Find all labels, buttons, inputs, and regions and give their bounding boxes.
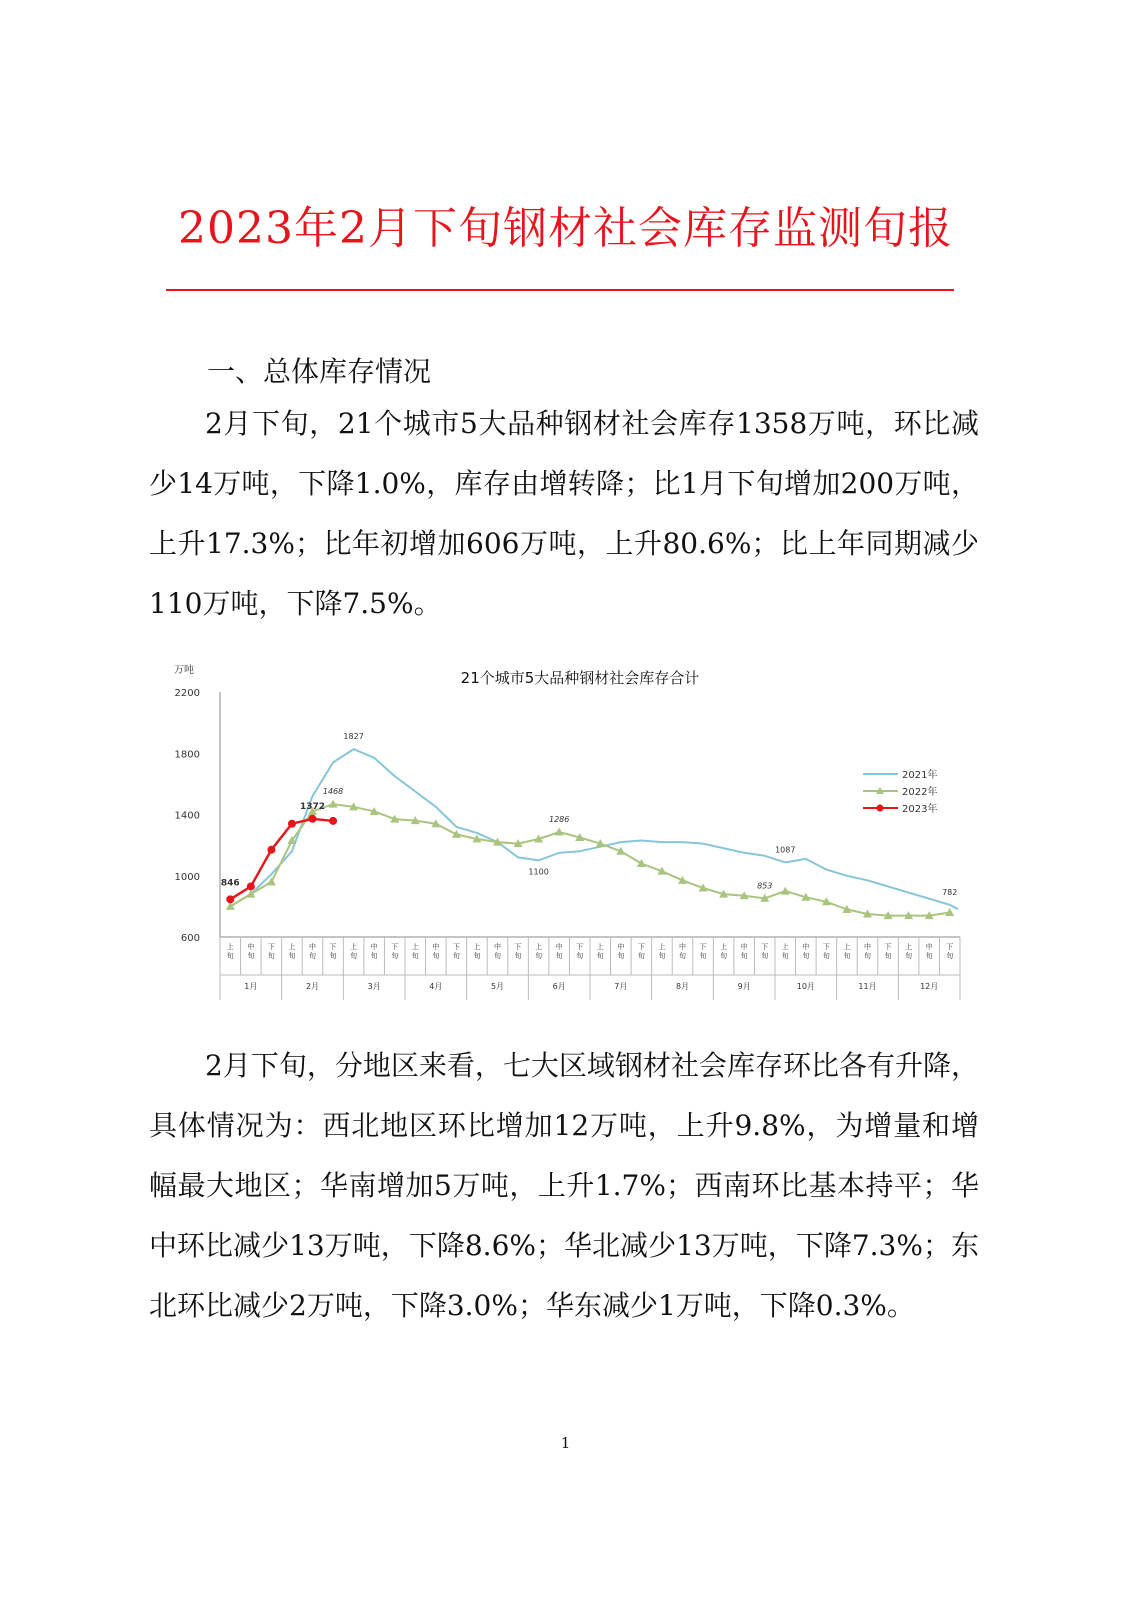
data-point xyxy=(637,859,646,867)
month-label: 10月 xyxy=(796,982,815,991)
x-tick-label: 中旬 xyxy=(309,943,316,960)
data-label: 1286 xyxy=(548,814,570,824)
x-tick-label: 下旬 xyxy=(884,943,892,960)
month-label: 5月 xyxy=(490,982,505,991)
y-tick-label: 1800 xyxy=(174,749,200,761)
data-point xyxy=(226,895,234,903)
x-tick-label: 上旬 xyxy=(288,943,296,960)
x-tick-label: 下旬 xyxy=(761,943,769,960)
data-point xyxy=(555,827,564,835)
data-point xyxy=(309,815,317,823)
x-tick-label: 中旬 xyxy=(370,943,378,960)
month-label: 8月 xyxy=(675,982,690,991)
x-tick-label: 下旬 xyxy=(822,943,830,960)
x-tick-label: 中旬 xyxy=(617,943,625,960)
x-tick-label: 下旬 xyxy=(699,943,707,960)
data-label: 1100 xyxy=(528,867,549,877)
data-point xyxy=(781,887,790,895)
month-label: 7月 xyxy=(614,982,628,991)
series-line xyxy=(230,749,958,909)
regional-inventory-paragraph: 2月下旬，分地区来看，七大区域钢材社会库存环比各有升降，具体情况为：西北地区环比增加12万吨，上升9.8%，为增量和增幅最大地区；华南增加5万吨，上升1.7%；西南环比基本持平；华中环比减少13万吨，下降8.6%；华北减少13万吨，下降7.3%；东北环比减少2万吨，下降3.0%；华东减少1万吨，下降0.3%。 xyxy=(149,1049,979,1322)
data-point xyxy=(288,820,296,828)
y-tick-label: 600 xyxy=(180,933,200,944)
series-line xyxy=(230,801,949,916)
y-tick-label: 1000 xyxy=(174,871,200,883)
x-tick-label: 上旬 xyxy=(473,943,481,960)
data-label: 782 xyxy=(942,887,958,897)
month-label: 9月 xyxy=(737,982,751,991)
report-title: 2023年2月下旬钢材社会库存监测旬报 xyxy=(178,203,953,254)
x-tick-label: 下旬 xyxy=(576,943,584,960)
x-tick-label: 下旬 xyxy=(391,943,399,960)
x-tick-label: 下旬 xyxy=(514,943,522,960)
data-label: 1468 xyxy=(322,787,344,797)
y-tick-label: 2200 xyxy=(174,688,200,699)
data-label: 1087 xyxy=(775,845,796,855)
x-tick-label: 下旬 xyxy=(637,943,645,960)
x-tick-label: 上旬 xyxy=(596,943,604,960)
x-tick-label: 中旬 xyxy=(432,943,440,960)
y-axis-unit: 万吨 xyxy=(174,665,194,676)
page-number: 1 xyxy=(560,1434,571,1452)
x-tick-label: 上旬 xyxy=(658,943,666,960)
month-label: 11月 xyxy=(858,982,877,991)
month-label: 12月 xyxy=(920,982,939,991)
month-label: 4月 xyxy=(429,982,443,991)
data-point xyxy=(267,846,275,854)
x-tick-label: 中旬 xyxy=(247,943,255,960)
legend-marker xyxy=(877,805,884,812)
overall-inventory-paragraph: 2月下旬，21个城市5大品种钢材社会库存1358万吨，环比减少14万吨，下降1.0%，库存由增转降；比1月下旬增加200万吨，上升17.3%；比年初增加606万吨，上升80.6%；比上年同期减少110万吨，下降7.5%。 xyxy=(149,407,979,620)
legend-label: 2023年 xyxy=(902,804,938,815)
data-point xyxy=(452,830,461,838)
x-tick-label: 上旬 xyxy=(226,943,234,960)
inventory-line-chart xyxy=(160,648,980,1008)
x-tick-label: 上旬 xyxy=(781,943,789,960)
x-tick-label: 中旬 xyxy=(740,943,748,960)
data-point xyxy=(329,817,337,825)
month-label: 6月 xyxy=(552,982,566,991)
x-tick-label: 中旬 xyxy=(802,943,810,960)
x-tick-label: 中旬 xyxy=(679,943,686,960)
title-divider xyxy=(166,289,954,291)
month-label: 1月 xyxy=(244,982,258,991)
x-tick-label: 下旬 xyxy=(329,943,337,960)
section-heading: 一、总体库存情况 xyxy=(207,355,432,388)
data-label: 1827 xyxy=(343,732,364,742)
x-tick-label: 上旬 xyxy=(411,943,419,960)
chart-title: 21个城市5大品种钢材社会库存合计 xyxy=(460,669,700,687)
month-label: 2月 xyxy=(305,982,320,991)
month-label: 3月 xyxy=(367,982,381,991)
x-tick-label: 上旬 xyxy=(843,943,851,960)
x-tick-label: 中旬 xyxy=(864,943,871,960)
y-tick-label: 1400 xyxy=(174,810,200,822)
x-tick-label: 中旬 xyxy=(555,943,563,960)
x-tick-label: 中旬 xyxy=(494,943,501,960)
x-tick-label: 下旬 xyxy=(452,943,460,960)
legend-label: 2022年 xyxy=(902,787,938,798)
x-tick-label: 上旬 xyxy=(905,943,913,960)
data-label: 1372 xyxy=(299,801,326,812)
data-point xyxy=(247,882,255,890)
data-label: 846 xyxy=(220,878,240,889)
x-tick-label: 上旬 xyxy=(350,943,358,960)
x-tick-label: 上旬 xyxy=(535,943,543,960)
x-tick-label: 下旬 xyxy=(267,943,275,960)
legend-label: 2021年 xyxy=(902,770,938,781)
x-tick-label: 上旬 xyxy=(720,943,728,960)
x-tick-label: 下旬 xyxy=(946,943,954,960)
x-tick-label: 中旬 xyxy=(925,943,933,960)
data-label: 853 xyxy=(757,881,773,891)
